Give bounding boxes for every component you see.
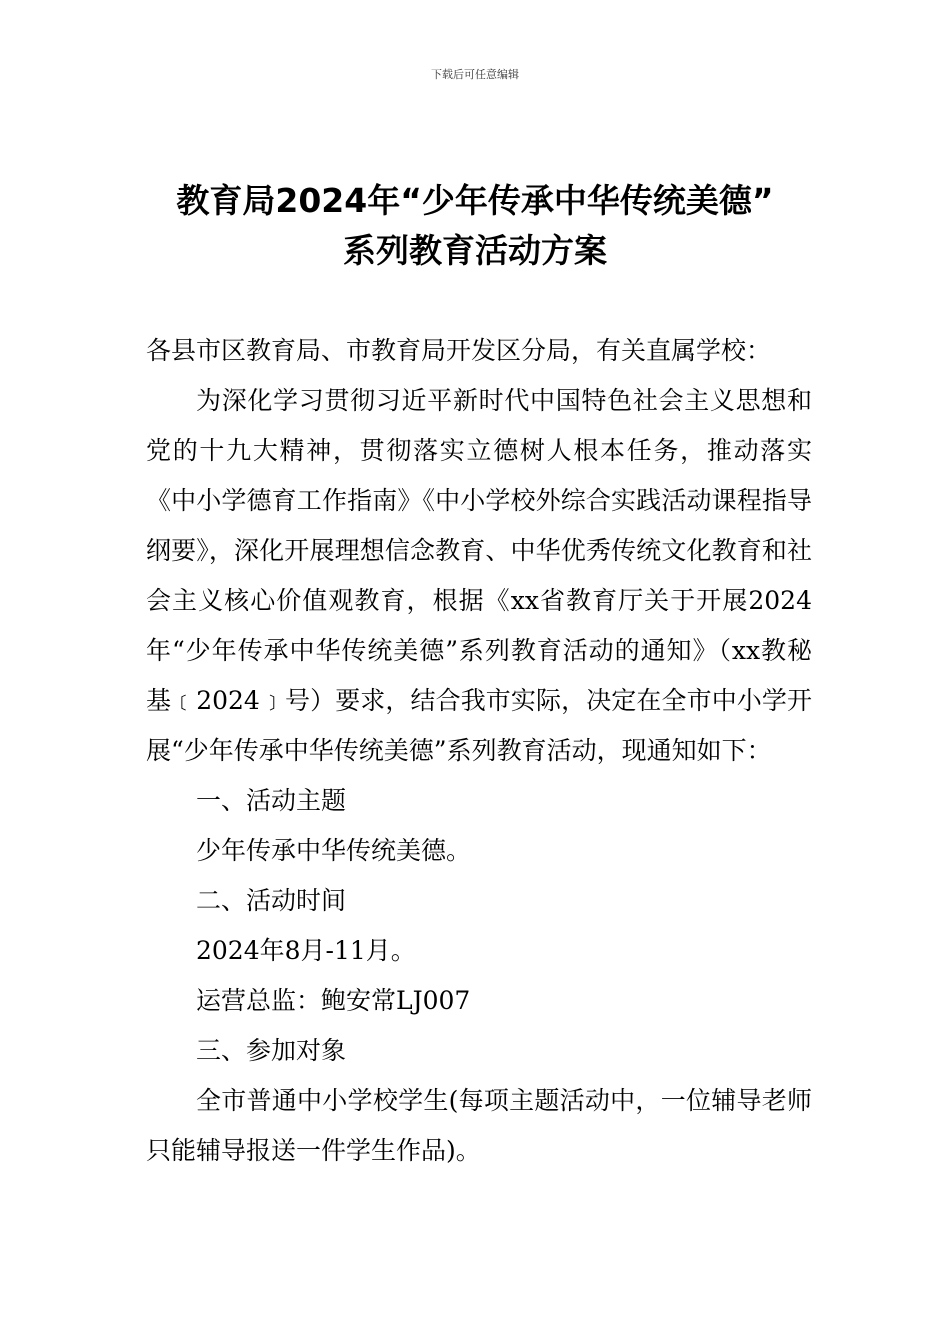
section-1-heading: 一、活动主题 xyxy=(196,786,347,815)
section-3-heading: 三、参加对象 xyxy=(196,1036,347,1065)
intro-paragraph: 为深化学习贯彻习近平新时代中国特色社会主义思想和党的十九大精神，贯彻落实立德树人根本任务，推动落实《中小学德育工作指南》《中小学校外综合实践活动课程指导纲要》，深化开展理想信念教育、中华优秀传统文化教育和社会主义核心价值观教育，根据《xx省教育厅关于开展2024年“少年传承中华传统美德”系列教育活动的通知》（xx教秘基﹝2024﹞号）要求，结合我市实际，决定在全市中小学开展“少年传承中华传统美德”系列教育活动，现通知如下： xyxy=(146,386,812,765)
addressee: 各县市区教育局、市教育局开发区分局，有关直属学校： xyxy=(146,336,772,365)
document-body xyxy=(146,326,812,1176)
section-3-text: 全市普通中小学校学生(每项主题活动中，一位辅导老师只能辅导报送一件学生作品)。 xyxy=(146,1086,812,1165)
title-line-2: 系列教育活动方案 xyxy=(343,231,607,270)
header-note: 下载后可任意编辑 xyxy=(431,68,519,81)
operations-note: 运营总监：鲍安常LJ007 xyxy=(196,986,471,1015)
section-2-heading: 二、活动时间 xyxy=(196,886,347,915)
document-title xyxy=(140,176,810,276)
section-2-text: 2024年8月-11月。 xyxy=(196,936,416,965)
title-line-1: 教育局2024年“少年传承中华传统美德” xyxy=(176,181,774,220)
section-1-text: 少年传承中华传统美德。 xyxy=(196,836,472,865)
